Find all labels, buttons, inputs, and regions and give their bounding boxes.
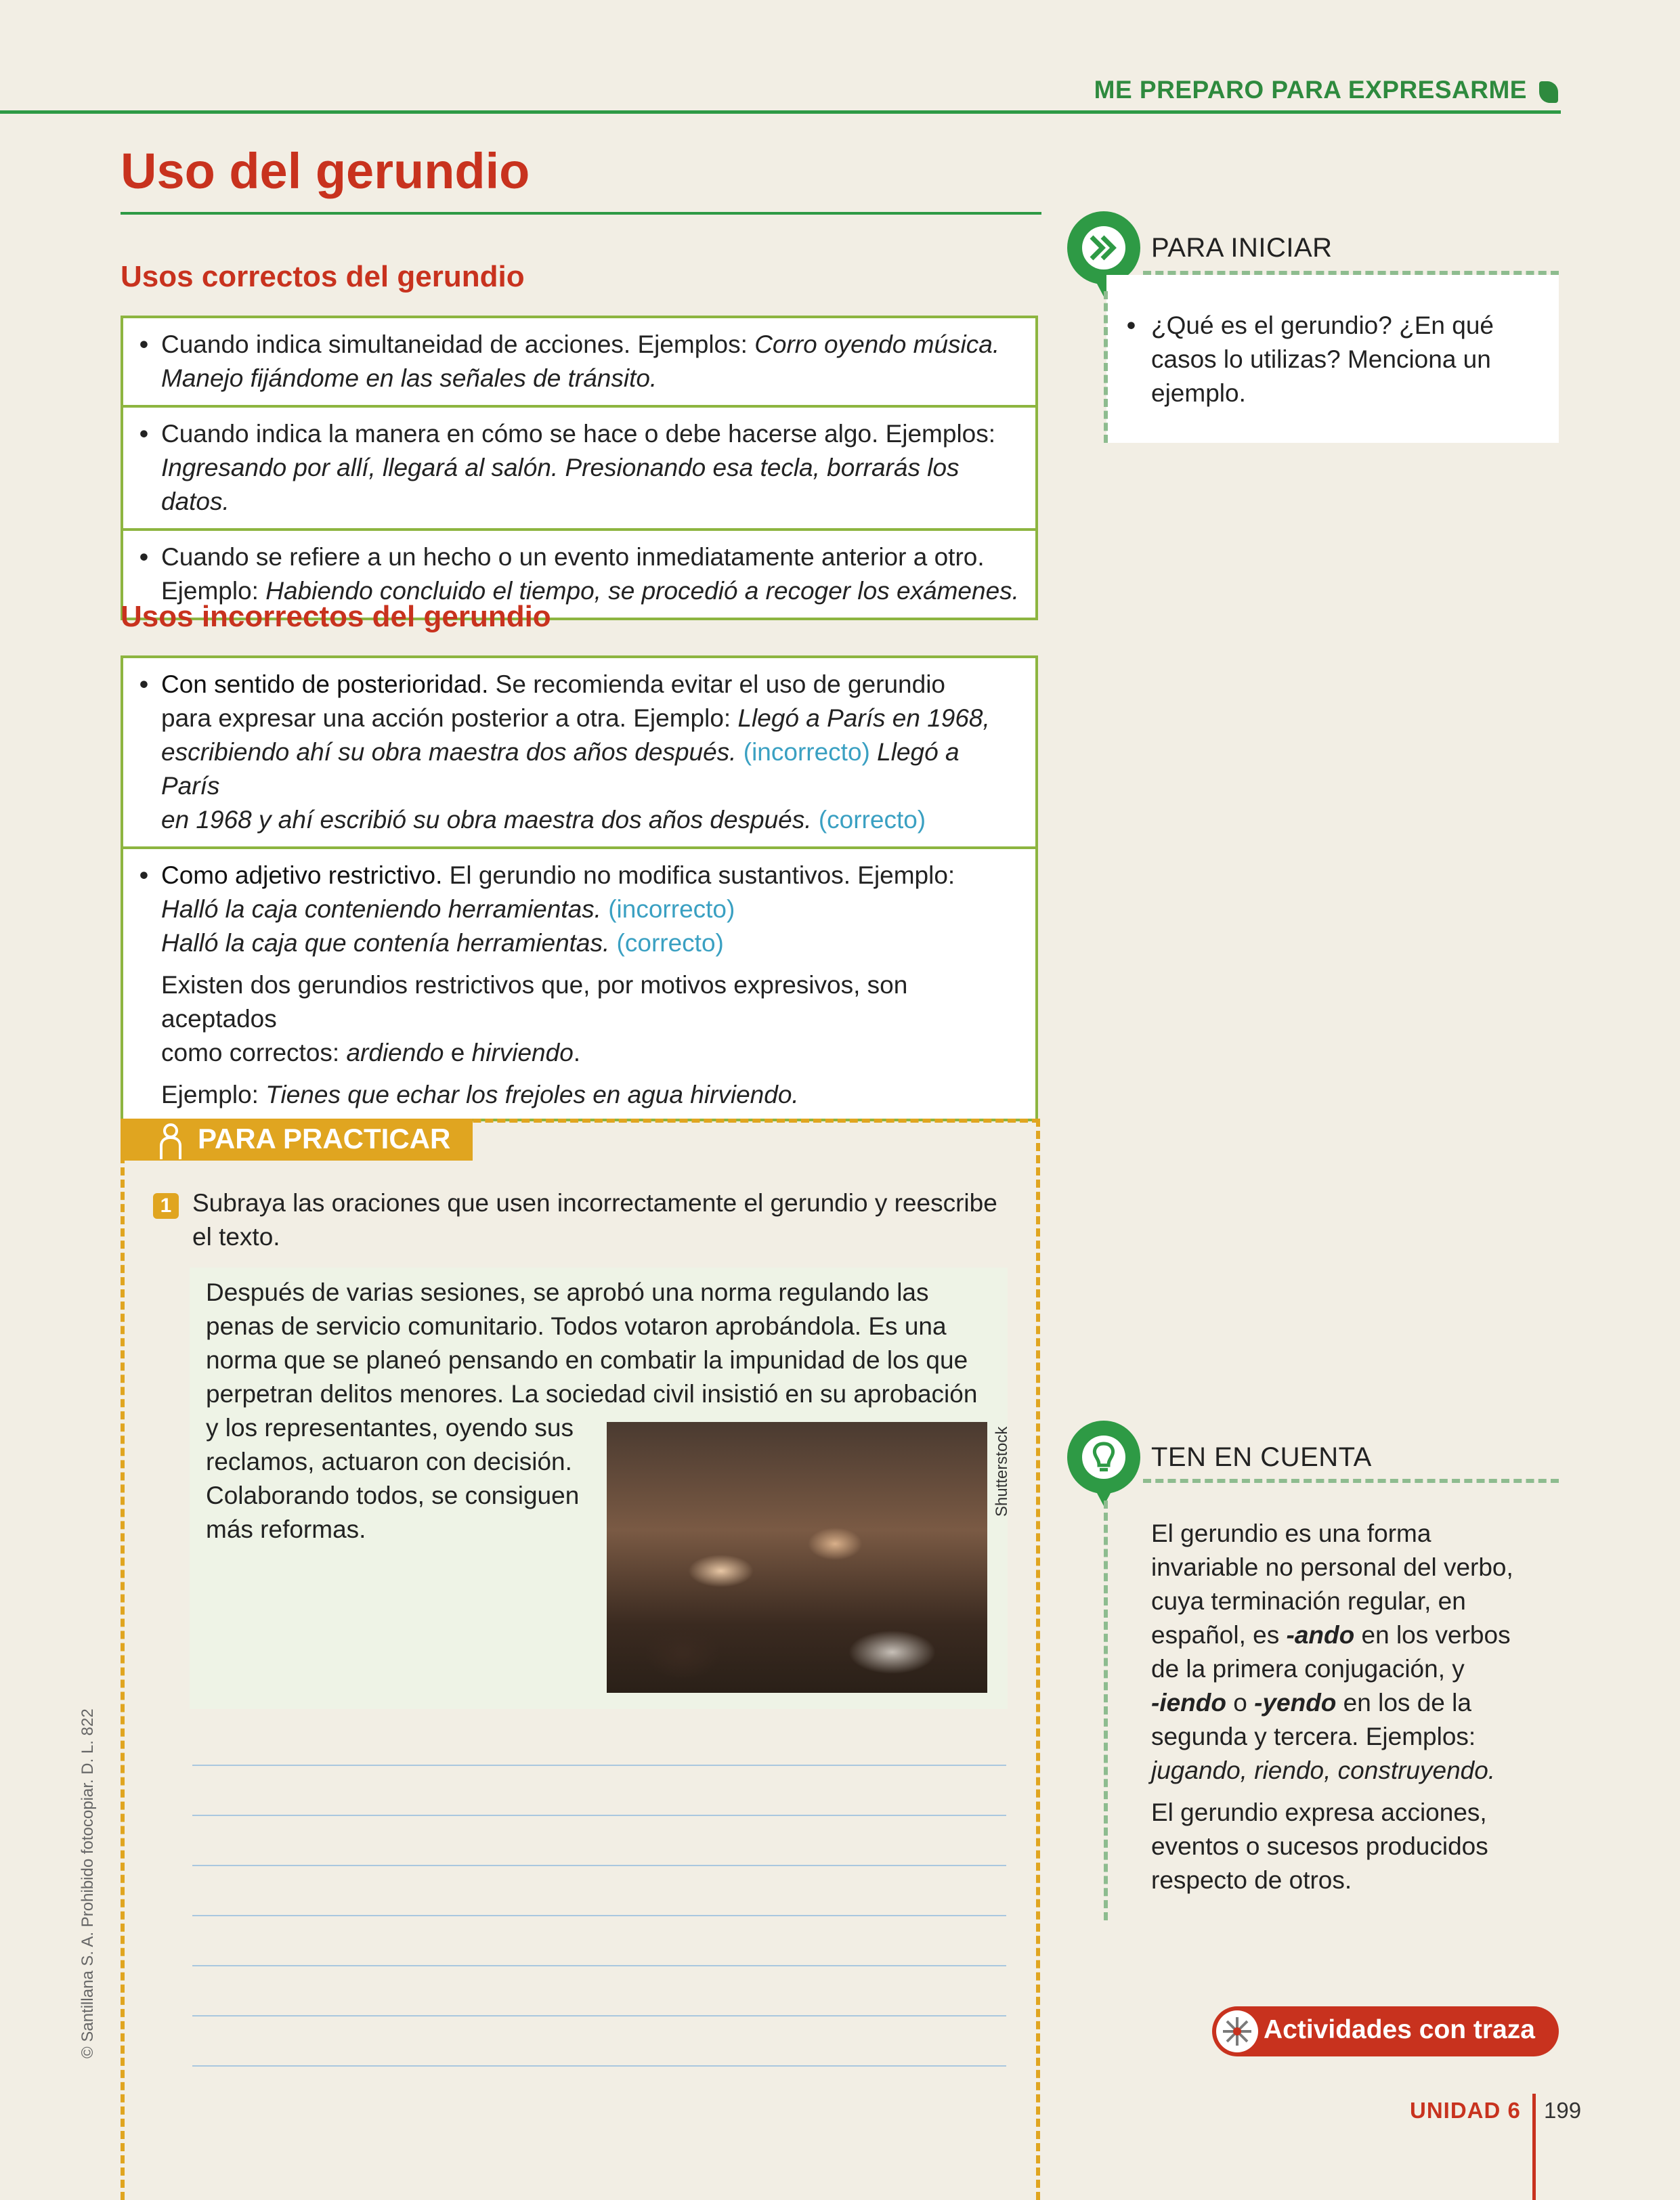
lightbulb-icon bbox=[1090, 1441, 1117, 1475]
correct-item-1 bbox=[121, 316, 1038, 408]
ten-en-cuenta-body bbox=[1151, 1517, 1513, 1897]
posterioridad-l1: Se recomienda evitar el uso de gerundio bbox=[488, 670, 946, 698]
ten-line: en los verbos bbox=[1354, 1621, 1511, 1649]
practice-frame-left bbox=[121, 1119, 125, 2200]
restrictivo-l1: El gerundio no modifica sustantivos. Ejemplo: bbox=[442, 861, 955, 889]
person-icon bbox=[157, 1123, 184, 1161]
suffix-ando: -ando bbox=[1286, 1621, 1355, 1649]
unit-label: UNIDAD 6 bbox=[1410, 2098, 1521, 2123]
ten-line: invariable no personal del verbo, bbox=[1151, 1553, 1513, 1581]
answer-line[interactable] bbox=[192, 1765, 1006, 1766]
correct-heading: Usos correctos del gerundio bbox=[121, 260, 525, 293]
practice-frame-right bbox=[1036, 1119, 1040, 2200]
correct-item-3-lead: • Cuando se refiere a un hecho o un evento inmediatamente anterior a otro. bbox=[139, 540, 1019, 574]
correct-mark: (correcto) bbox=[811, 806, 926, 834]
correct-item-2-lead: • Cuando indica la manera en cómo se hace o debe hacerse algo. Ejemplos: bbox=[139, 417, 1019, 451]
posterioridad-term: Con sentido de posterioridad. bbox=[161, 670, 489, 698]
ten-line: en los de la bbox=[1336, 1689, 1471, 1717]
incorrect-item-2 bbox=[121, 846, 1038, 1121]
restrictivo-term: Como adjetivo restrictivo. bbox=[161, 861, 443, 889]
restrictivo-p1: Existen dos gerundios restrictivos que, por motivos expresivos, son aceptados bbox=[161, 971, 908, 1033]
correct-item-1-ex1: Corro oyendo música. bbox=[754, 330, 1000, 358]
copyright-note: © Santillana S. A. Prohibido fotocopiar. D. L. 822 bbox=[79, 1708, 97, 2058]
excerpt-line: Después de varias sesiones, se aprobó una norma regulando las bbox=[206, 1278, 929, 1306]
excerpt-line: más reformas. bbox=[206, 1515, 366, 1543]
word-hirviendo: hirviendo bbox=[471, 1039, 574, 1066]
answer-line[interactable] bbox=[192, 1915, 1006, 1916]
ten-line: eventos o sucesos producidos bbox=[1151, 1832, 1488, 1860]
ten-line: El gerundio expresa acciones, bbox=[1151, 1798, 1487, 1826]
ten-line: El gerundio es una forma bbox=[1151, 1519, 1431, 1547]
page-title: Uso del gerundio bbox=[121, 143, 530, 199]
para-iniciar-line: ejemplo. bbox=[1151, 379, 1246, 407]
incorrect-heading: Usos incorrectos del gerundio bbox=[121, 600, 551, 633]
correct-item-1-ex2: Manejo fijándome en las señales de tránsito. bbox=[161, 364, 658, 392]
title-rule bbox=[121, 212, 1041, 215]
para-iniciar-body: • ¿Qué es el gerundio? ¿En qué casos lo utilizas? Menciona un ejemplo. bbox=[1151, 309, 1494, 410]
traza-label: Actividades con traza bbox=[1264, 2015, 1535, 2044]
excerpt-line: norma que se planeó pensando en combatir la impunidad de los que bbox=[206, 1346, 968, 1374]
ten-en-cuenta-rule bbox=[1143, 1479, 1559, 1483]
restrictivo-ex-good: Halló la caja que contenía herramientas. bbox=[161, 929, 610, 957]
correct-item-2 bbox=[121, 405, 1038, 531]
restrictivo-p3a: Ejemplo: bbox=[161, 1081, 266, 1108]
correct-mark: (correcto) bbox=[609, 929, 724, 957]
para-iniciar-pin-icon bbox=[1067, 211, 1140, 284]
excerpt-line: Colaborando todos, se consiguen bbox=[206, 1482, 580, 1509]
correct-item-3-pre: Ejemplo: bbox=[161, 577, 266, 605]
restrictivo-p2a: como correctos: bbox=[161, 1039, 347, 1066]
answer-line[interactable] bbox=[192, 1965, 1006, 1966]
correct-box bbox=[121, 318, 1038, 620]
posterioridad-l3b: Llegó a París bbox=[161, 738, 960, 800]
para-iniciar-line: casos lo utilizas? Menciona un bbox=[1151, 345, 1491, 373]
restrictivo-p3b: Tienes que echar los frejoles en agua hirviendo. bbox=[265, 1081, 799, 1108]
answer-line[interactable] bbox=[192, 2015, 1006, 2016]
activity-number: 1 bbox=[153, 1193, 179, 1219]
posterioridad-l4a: en 1968 y ahí escribió su obra maestra dos años después. bbox=[161, 806, 812, 834]
unit-divider bbox=[1532, 2094, 1536, 2200]
ten-en-cuenta-side-rule bbox=[1104, 1501, 1108, 1920]
word-ardiendo: ardiendo bbox=[346, 1039, 444, 1066]
ten-en-cuenta-title: TEN EN CUENTA bbox=[1151, 1442, 1372, 1472]
ten-line: español, es bbox=[1151, 1621, 1287, 1649]
posterioridad-l2b: Llegó a París en 1968, bbox=[737, 704, 990, 732]
ten-examples: jugando, riendo, construyendo. bbox=[1151, 1756, 1496, 1784]
photo-credit: Shutterstock bbox=[993, 1426, 1011, 1517]
ten-line: respecto de otros. bbox=[1151, 1866, 1352, 1894]
traza-icon bbox=[1216, 2010, 1258, 2052]
answer-line[interactable] bbox=[192, 1865, 1006, 1866]
incorrect-mark: (incorrecto) bbox=[736, 738, 870, 766]
ten-line: segunda y tercera. Ejemplos: bbox=[1151, 1723, 1476, 1750]
restrictivo-p2b: e bbox=[444, 1039, 472, 1066]
excerpt-line: penas de servicio comunitario. Todos votaron aprobándola. Es una bbox=[206, 1312, 947, 1340]
para-iniciar-side-rule bbox=[1104, 291, 1108, 443]
incorrect-box bbox=[121, 658, 1038, 1121]
leaf-icon bbox=[1539, 81, 1558, 103]
suffix-iendo: -iendo bbox=[1151, 1689, 1226, 1717]
incorrect-item-1 bbox=[121, 655, 1038, 849]
practice-label: PARA PRACTICAR bbox=[198, 1123, 451, 1155]
answer-line[interactable] bbox=[192, 2065, 1006, 2067]
practice-instruction: Subraya las oraciones que usen incorrectamente el gerundio y reescribe el texto. bbox=[192, 1189, 997, 1251]
page-number: 199 bbox=[1544, 2098, 1582, 2123]
para-iniciar-title: PARA INICIAR bbox=[1151, 233, 1333, 263]
excerpt-line: y los representantes, oyendo sus bbox=[206, 1414, 574, 1442]
ten-en-cuenta-pin-icon bbox=[1067, 1421, 1140, 1494]
restrictivo-ex-bad: Halló la caja conteniendo herramientas. bbox=[161, 895, 601, 923]
excerpt-line: perpetran delitos menores. La sociedad civil insistió en su aprobación bbox=[206, 1380, 978, 1408]
ten-line: de la primera conjugación, y bbox=[1151, 1655, 1465, 1683]
posterioridad-l3a: escribiendo ahí su obra maestra dos años después. bbox=[161, 738, 737, 766]
double-chevron-icon bbox=[1087, 234, 1120, 261]
correct-item-2-ex: Ingresando por allí, llegará al salón. Presionando esa tecla, borrarás los datos. bbox=[161, 454, 960, 515]
posterioridad-l2a: para expresar una acción posterior a otra. Ejemplo: bbox=[161, 704, 738, 732]
excerpt-line: reclamos, actuaron con decisión. bbox=[206, 1448, 572, 1475]
incorrect-mark: (incorrecto) bbox=[601, 895, 735, 923]
ten-line: cuya terminación regular, en bbox=[1151, 1587, 1466, 1615]
answer-line[interactable] bbox=[192, 1815, 1006, 1816]
para-iniciar-line: ¿Qué es el gerundio? ¿En qué bbox=[1151, 311, 1494, 339]
ten-line: o bbox=[1226, 1689, 1255, 1717]
section-label: ME PREPARO PARA EXPRESARME bbox=[1094, 76, 1527, 104]
header-rule bbox=[0, 110, 1561, 114]
correct-item-3-ex: Habiendo concluido el tiempo, se procedió a recoger los exámenes. bbox=[265, 577, 1019, 605]
voting-hands-photo bbox=[607, 1422, 987, 1693]
suffix-yendo: -yendo bbox=[1254, 1689, 1337, 1717]
correct-item-1-lead: Cuando indica simultaneidad de acciones. Ejemplos: bbox=[161, 330, 755, 358]
restrictivo-p2c: . bbox=[573, 1039, 581, 1066]
